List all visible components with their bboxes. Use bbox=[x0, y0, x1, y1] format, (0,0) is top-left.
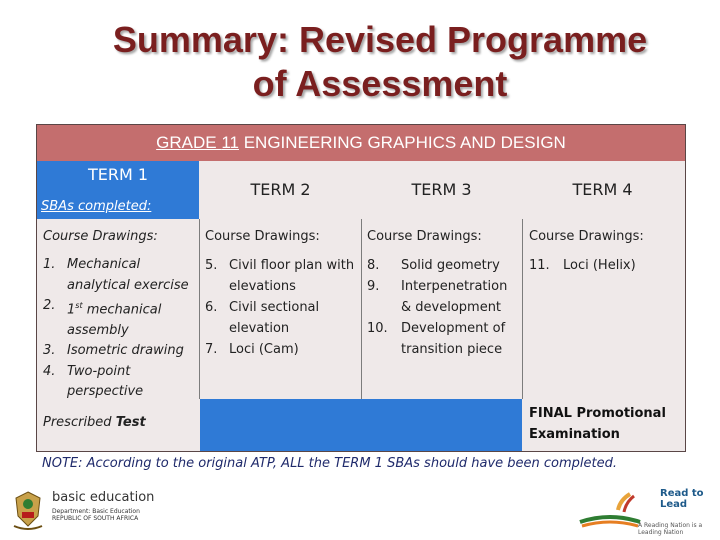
header-prefix: GRADE bbox=[156, 133, 222, 152]
term3-drawing-list bbox=[367, 255, 517, 360]
col1-title: Course Drawings: bbox=[43, 229, 158, 244]
term1-drawing-list bbox=[43, 255, 195, 403]
term1-header bbox=[37, 161, 199, 219]
col4-title: Course Drawings: bbox=[529, 229, 644, 244]
column-divider bbox=[361, 219, 362, 399]
list-item: 5. Civil floor plan with elevations bbox=[205, 258, 355, 294]
list-item: 10. Development of transition piece bbox=[367, 321, 506, 357]
list-item: 3. Isometric drawing bbox=[43, 343, 184, 359]
term1-sub-label: SBAs completed: bbox=[41, 199, 152, 214]
title-line-1: Summary: Revised Programme bbox=[112, 19, 648, 60]
list-item: 2. 1st mechanical assembly bbox=[43, 298, 162, 338]
list-item: 4. Two-point perspective bbox=[43, 363, 144, 400]
header-subject: ENGINEERING GRAPHICS AND DESIGN bbox=[239, 133, 566, 152]
test-label: Test bbox=[115, 415, 146, 430]
col2-title: Course Drawings: bbox=[205, 229, 320, 244]
basic-education-logo: basic education Department: Basic Education REPUBLIC OF SOUTH AFRICA bbox=[10, 488, 180, 534]
term2-header: TERM 2 bbox=[250, 180, 311, 199]
list-item: 8. Solid geometry bbox=[367, 258, 500, 273]
term4-header: TERM 4 bbox=[572, 180, 633, 199]
header-grade: 11 bbox=[221, 133, 239, 152]
term2-drawing-list bbox=[205, 255, 355, 360]
column-divider bbox=[199, 219, 200, 399]
term1-label: TERM 1 bbox=[87, 165, 149, 184]
list-item: 6. Civil sectional elevation bbox=[205, 300, 320, 336]
read-to-lead-logo: Read to Lead A Reading Nation is a Leading Nation bbox=[560, 486, 710, 534]
list-item: 9. Interpenetration & development bbox=[367, 279, 508, 315]
final-exam-cell: FINAL Promotional Examination bbox=[523, 399, 685, 451]
table-header bbox=[37, 125, 685, 161]
col3-title: Course Drawings: bbox=[367, 229, 482, 244]
list-item: 11. Loci (Helix) bbox=[529, 258, 636, 273]
final-label: FINAL bbox=[529, 406, 572, 421]
list-item: 7. Loci (Cam) bbox=[205, 342, 299, 357]
term-bar bbox=[200, 399, 522, 451]
term3-header: TERM 3 bbox=[411, 180, 472, 199]
list-item: 1. Mechanical analytical exercise bbox=[43, 257, 189, 293]
prescribed-test-cell: Prescribed Test bbox=[37, 399, 199, 451]
note-text: NOTE: According to the original ATP, ALL the TERM 1 SBAs should have been completed. bbox=[42, 456, 618, 471]
term4-drawing-list bbox=[529, 255, 679, 276]
column-divider bbox=[522, 219, 523, 399]
title-line-2: of Assessment bbox=[252, 63, 508, 104]
assessment-table bbox=[36, 124, 686, 452]
coat-of-arms-icon bbox=[10, 488, 46, 532]
slide-title bbox=[0, 18, 720, 106]
